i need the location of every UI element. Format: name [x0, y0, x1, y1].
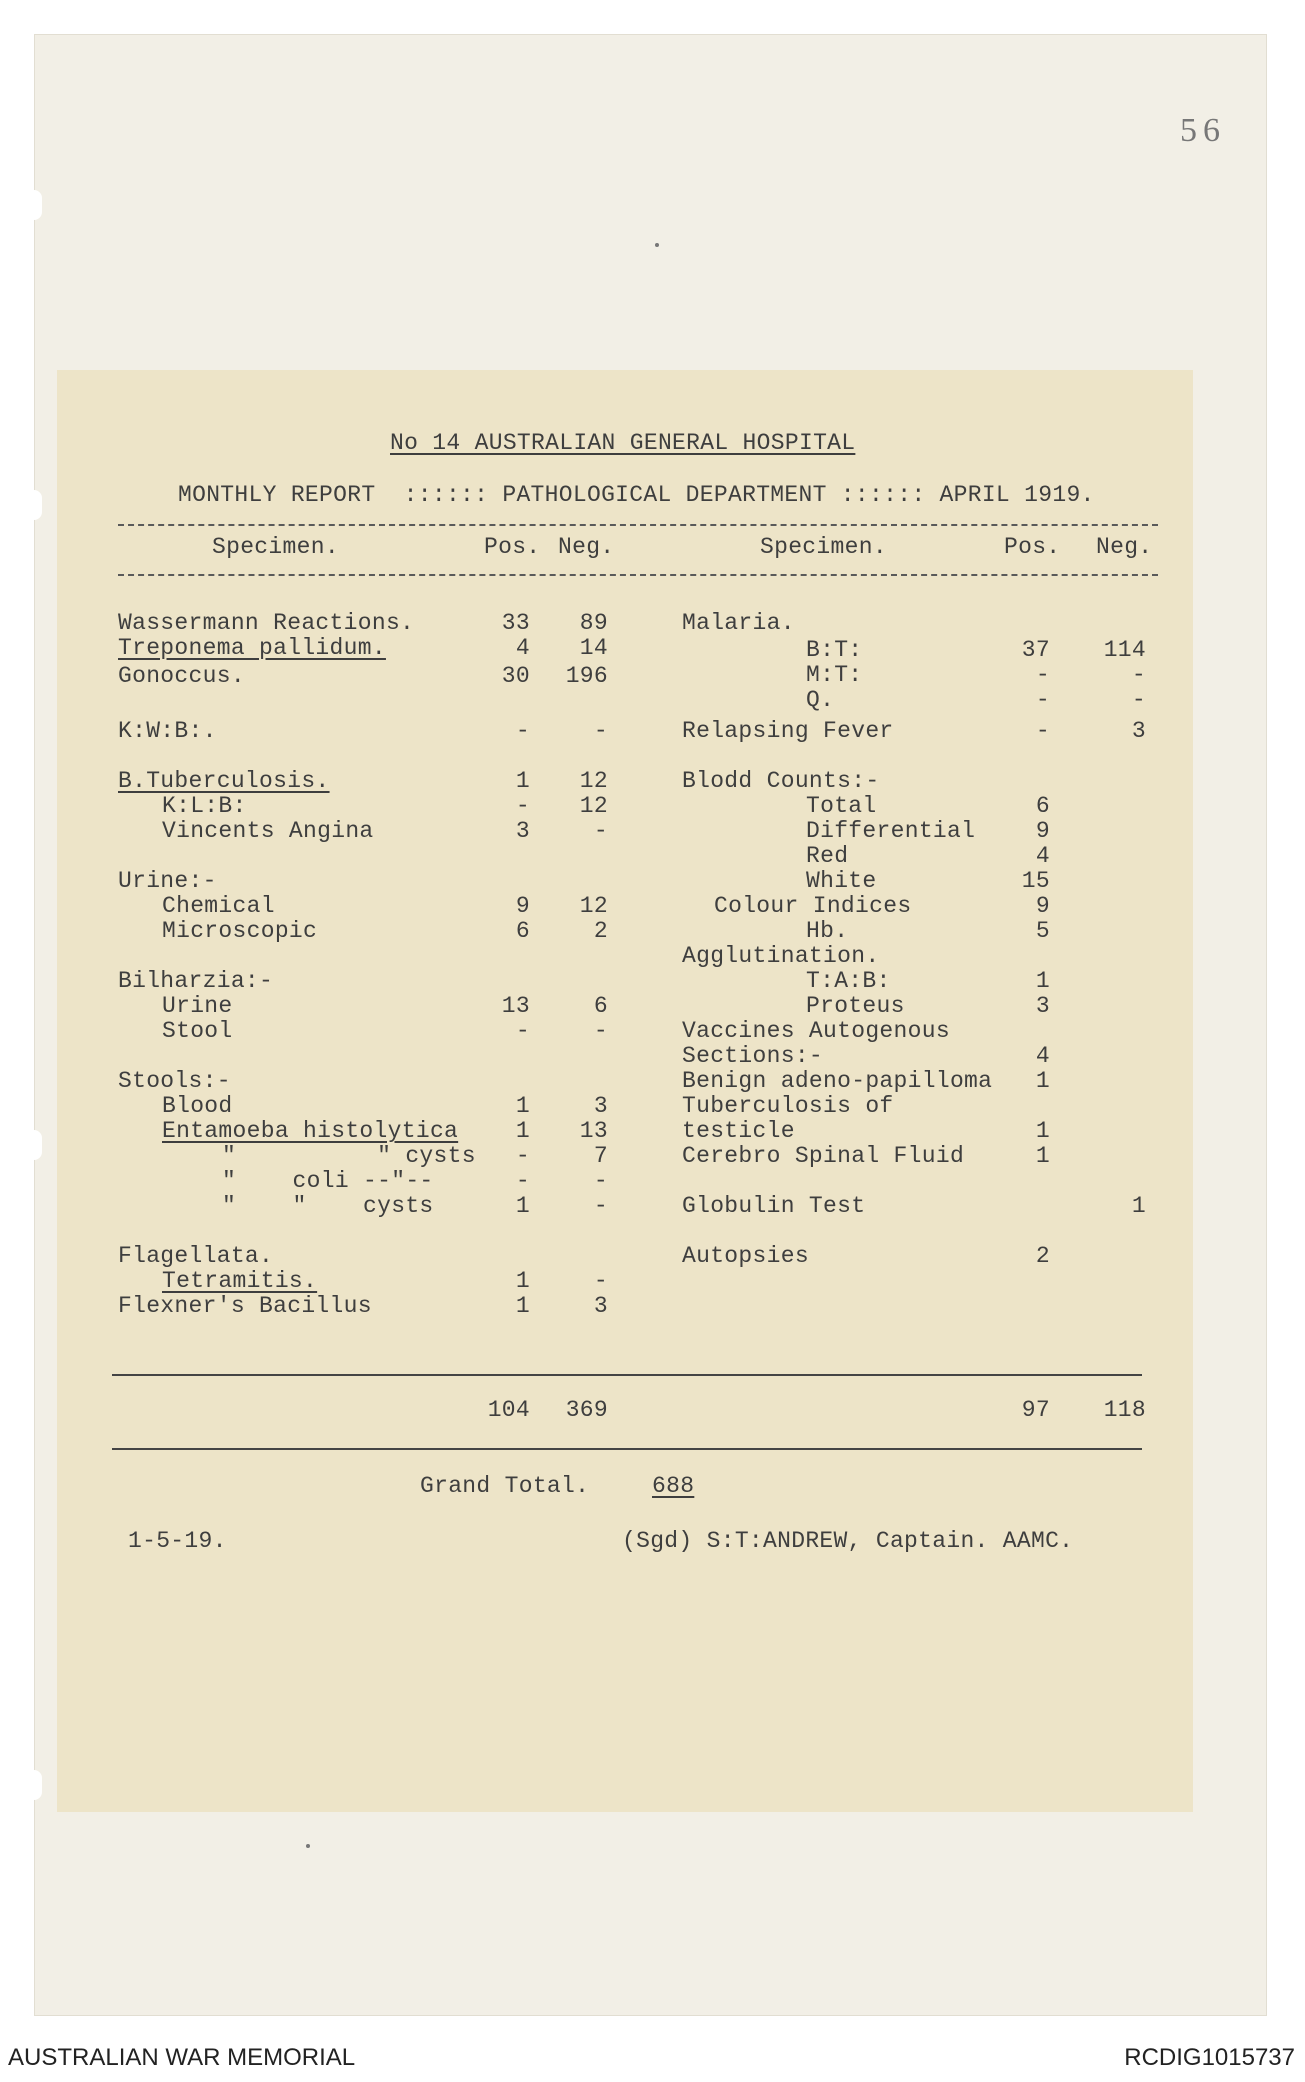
left-row-label: Tetramitis. [162, 1268, 318, 1294]
right-row-pos: - [1035, 718, 1050, 744]
left-row-label: Blood [162, 1093, 233, 1119]
left-row-label: Urine:- [118, 868, 217, 894]
left-row-label: " " cysts [222, 1143, 476, 1169]
right-row-label: Relapsing Fever [682, 718, 894, 744]
right-row-pos: 1 [1035, 1143, 1050, 1169]
left-row-neg: - [593, 1193, 608, 1219]
right-row-label: Total [806, 793, 877, 819]
left-row-label: K:W:B:. [118, 718, 217, 744]
left-row-neg: - [593, 1018, 608, 1044]
left-row-label: Flexner's Bacillus [118, 1293, 372, 1319]
grand-total-value: 688 [652, 1473, 695, 1499]
right-row-pos: 37 [1021, 637, 1050, 663]
right-row-label: White [806, 868, 877, 894]
right-row-label: Differential [806, 818, 976, 844]
left-row-label: Entamoeba histolytica [162, 1118, 459, 1144]
left-row-pos: 1 [515, 1293, 530, 1319]
right-header-specimen: Specimen. [760, 534, 887, 560]
left-row-neg: 13 [579, 1118, 608, 1144]
right-row-pos: 15 [1021, 868, 1050, 894]
left-row-pos: 9 [515, 893, 530, 919]
right-row-label: Tuberculosis of [682, 1093, 894, 1119]
right-row-label: Autopsies [682, 1243, 809, 1269]
ink-dot [655, 243, 659, 247]
left-row-label: Gonoccus. [118, 663, 245, 689]
right-row-pos: 1 [1035, 968, 1050, 994]
left-row-neg: - [593, 1168, 608, 1194]
left-row-label: Stool [162, 1018, 233, 1044]
left-row-pos: - [515, 793, 530, 819]
right-row-neg: - [1131, 662, 1146, 688]
left-header-neg: Neg. [558, 534, 615, 560]
right-row-pos: 2 [1035, 1243, 1050, 1269]
right-row-pos: 9 [1035, 818, 1050, 844]
right-row-neg: 3 [1131, 718, 1146, 744]
left-row-pos: 1 [515, 1093, 530, 1119]
right-row-label: testicle [682, 1118, 795, 1144]
left-row-pos: 6 [515, 918, 530, 944]
right-row-neg: - [1131, 687, 1146, 713]
left-row-neg: 89 [579, 610, 608, 636]
left-row-pos: 1 [515, 768, 530, 794]
left-row-label: Flagellata. [118, 1243, 274, 1269]
header-divider [118, 574, 1158, 576]
left-row-pos: 3 [515, 818, 530, 844]
left-header-specimen: Specimen. [212, 534, 339, 560]
right-total-pos: 97 [1021, 1397, 1050, 1423]
right-row-label: Vaccines Autogenous [682, 1018, 950, 1044]
right-row-label: Hb. [806, 918, 849, 944]
right-row-label: Cerebro Spinal Fluid [682, 1143, 965, 1169]
right-row-neg: 1 [1131, 1193, 1146, 1219]
page-number: 56 [1180, 112, 1226, 149]
left-row-pos: 33 [501, 610, 530, 636]
left-row-pos: - [515, 1018, 530, 1044]
left-row-neg: - [593, 1268, 608, 1294]
right-total-neg: 118 [1103, 1397, 1146, 1423]
left-row-label: Treponema pallidum. [118, 635, 386, 661]
report-subtitle: MONTHLY REPORT :::::: PATHOLOGICAL DEPARTMENT :::::: APRIL 1919. [178, 482, 1095, 508]
left-row-pos: 1 [515, 1268, 530, 1294]
ink-dot [306, 1844, 310, 1848]
totals-bottom-rule [112, 1448, 1142, 1450]
right-row-label: Agglutination. [682, 943, 880, 969]
right-row-label: Q. [806, 687, 835, 713]
left-row-label: Microscopic [162, 918, 318, 944]
right-row-label: M:T: [806, 662, 863, 688]
grand-total-label: Grand Total. [420, 1473, 590, 1499]
right-row-pos: 4 [1035, 843, 1050, 869]
left-row-label: Stools:- [118, 1068, 231, 1094]
left-row-neg: 2 [593, 918, 608, 944]
left-row-neg: 196 [565, 663, 608, 689]
right-row-pos: 4 [1035, 1043, 1050, 1069]
right-row-label: Colour Indices [714, 893, 912, 919]
left-row-pos: 1 [515, 1193, 530, 1219]
left-row-neg: 12 [579, 768, 608, 794]
right-row-label: Malaria. [682, 610, 795, 636]
left-row-neg: - [593, 818, 608, 844]
left-row-pos: 13 [501, 993, 530, 1019]
right-row-label: Globulin Test [682, 1193, 866, 1219]
right-row-pos: 1 [1035, 1068, 1050, 1094]
left-row-label: K:L:B: [162, 793, 247, 819]
report-title: No 14 AUSTRALIAN GENERAL HOSPITAL [390, 430, 856, 456]
right-row-pos: 3 [1035, 993, 1050, 1019]
left-total-neg: 369 [565, 1397, 608, 1423]
left-row-pos: 4 [515, 635, 530, 661]
right-row-pos: 6 [1035, 793, 1050, 819]
right-row-pos: 5 [1035, 918, 1050, 944]
left-row-label: " coli --"-- [222, 1168, 434, 1194]
right-row-pos: 9 [1035, 893, 1050, 919]
left-row-neg: 3 [593, 1293, 608, 1319]
footer-record-id: RCDIG1015737 [1124, 2044, 1295, 2071]
left-row-label: Vincents Angina [162, 818, 374, 844]
left-header-pos: Pos. [484, 534, 541, 560]
left-row-pos: - [515, 718, 530, 744]
left-row-label: B.Tuberculosis. [118, 768, 330, 794]
left-row-label: Urine [162, 993, 233, 1019]
right-row-neg: 114 [1103, 637, 1146, 663]
right-row-label: Red [806, 843, 849, 869]
left-row-label: Bilharzia:- [118, 968, 274, 994]
left-row-label: " " cysts [222, 1193, 434, 1219]
binding-holes [34, 150, 48, 1870]
left-row-pos: - [515, 1168, 530, 1194]
left-row-neg: 6 [593, 993, 608, 1019]
signature: (Sgd) S:T:ANDREW, Captain. AAMC. [622, 1528, 1074, 1554]
footer-archive-name: AUSTRALIAN WAR MEMORIAL [8, 2044, 356, 2071]
left-row-label: Wassermann Reactions. [118, 610, 415, 636]
right-row-label: B:T: [806, 637, 863, 663]
left-row-pos: - [515, 1143, 530, 1169]
right-row-pos: 1 [1035, 1118, 1050, 1144]
report-date: 1-5-19. [128, 1528, 227, 1554]
left-row-neg: 7 [593, 1143, 608, 1169]
right-row-pos: - [1035, 662, 1050, 688]
left-row-pos: 1 [515, 1118, 530, 1144]
left-row-neg: 12 [579, 793, 608, 819]
right-header-pos: Pos. [1004, 534, 1061, 560]
right-row-label: Blodd Counts:- [682, 768, 880, 794]
header-divider [118, 524, 1158, 526]
left-row-neg: - [593, 718, 608, 744]
right-row-label: Proteus [806, 993, 905, 1019]
left-row-neg: 12 [579, 893, 608, 919]
left-row-neg: 14 [579, 635, 608, 661]
left-row-pos: 30 [501, 663, 530, 689]
right-row-pos: - [1035, 687, 1050, 713]
right-row-label: Sections:- [682, 1043, 824, 1069]
right-header-neg: Neg. [1096, 534, 1153, 560]
right-row-label: T:A:B: [806, 968, 891, 994]
right-row-label: Benign adeno-papilloma [682, 1068, 993, 1094]
totals-top-rule [112, 1374, 1142, 1376]
left-total-pos: 104 [487, 1397, 530, 1423]
left-row-neg: 3 [593, 1093, 608, 1119]
left-row-label: Chemical [162, 893, 275, 919]
